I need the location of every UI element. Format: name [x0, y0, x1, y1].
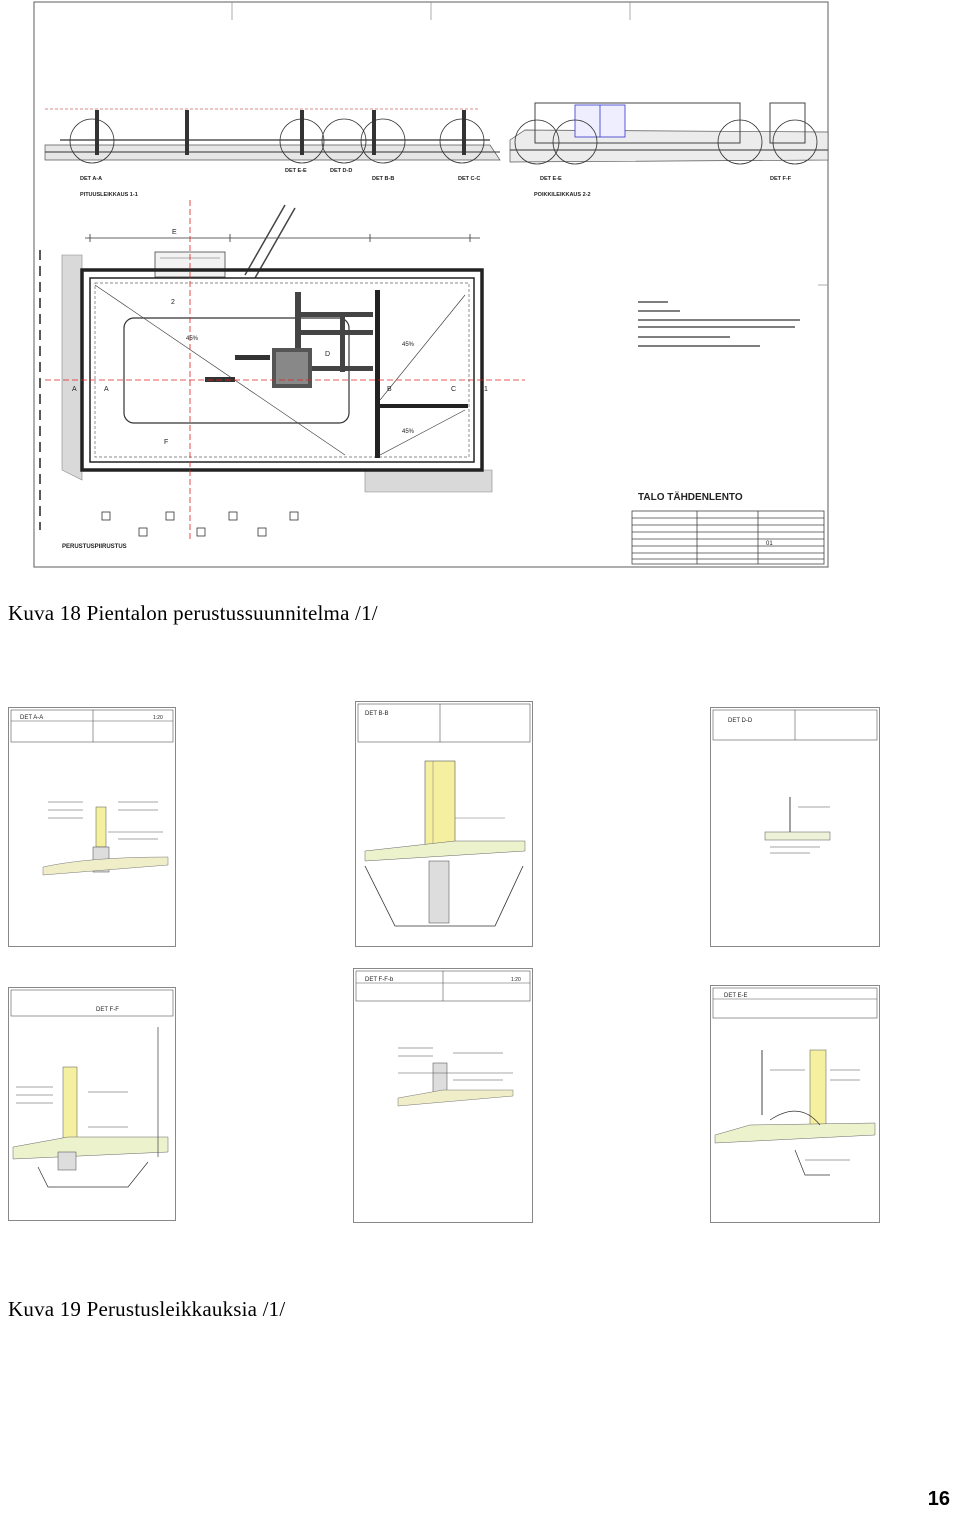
detail-sheet-f-f — [8, 987, 176, 1221]
section-marker: D — [325, 351, 331, 358]
drawing-number: 01 — [766, 541, 773, 547]
sheet-title: DET F-F — [96, 1007, 119, 1013]
sheet-title: DET F-F-b — [365, 977, 394, 983]
section-marker: C — [451, 386, 457, 393]
detail-sheet-b-b — [355, 701, 533, 947]
detail-label: DET C-C — [458, 176, 481, 182]
plan-title: PERUSTUSPIIRUSTUS — [62, 544, 127, 550]
slope-label: 45% — [402, 342, 415, 348]
section-marker: 2 — [171, 299, 175, 306]
sheet-scale: 1:20 — [511, 977, 521, 983]
slope-label: 45% — [402, 429, 415, 435]
sheet-title: DET A-A — [20, 715, 44, 721]
detail-sheet-e-e — [710, 985, 880, 1223]
sheet-title: DET D-D — [728, 718, 753, 724]
sheet-title: DET B-B — [365, 711, 389, 717]
section-marker: A — [72, 386, 77, 393]
section-marker: 1 — [484, 386, 488, 393]
detail-label: DET D-D — [330, 168, 353, 174]
detail-sheet-a-a — [8, 707, 176, 947]
section-marker: E — [172, 229, 177, 236]
detail-sheet-d-d — [710, 707, 880, 947]
detail-label: DET E-E — [540, 176, 562, 182]
section-marker: F — [164, 439, 169, 446]
slope-label: 45% — [186, 336, 199, 342]
detail-sheet-f-f-b — [353, 968, 533, 1223]
detail-label: DET E-E — [285, 168, 307, 174]
detail-label: DET B-B — [372, 176, 395, 182]
longitudinal-section-title: PITUUSLEIKKAUS 1-1 — [80, 192, 138, 198]
figure-18-caption: Kuva 18 Pientalon perustussuunnitelma /1/ — [8, 601, 378, 625]
project-title: TALO TÄHDENLENTO — [638, 492, 743, 503]
cross-section-title: POIKKILEIKKAUS 2-2 — [534, 192, 591, 198]
detail-label: DET A-A — [80, 176, 103, 182]
page-number: 16 — [927, 1488, 950, 1510]
section-marker: A — [104, 386, 109, 393]
foundation-plan-drawing — [0, 0, 960, 580]
section-marker: B — [387, 386, 392, 393]
sheet-scale: 1:20 — [153, 715, 163, 721]
figure-19-caption: Kuva 19 Perustusleikkauksia /1/ — [8, 1297, 286, 1321]
sheet-title: DET E-E — [724, 993, 748, 999]
detail-label: DET F-F — [770, 176, 792, 182]
